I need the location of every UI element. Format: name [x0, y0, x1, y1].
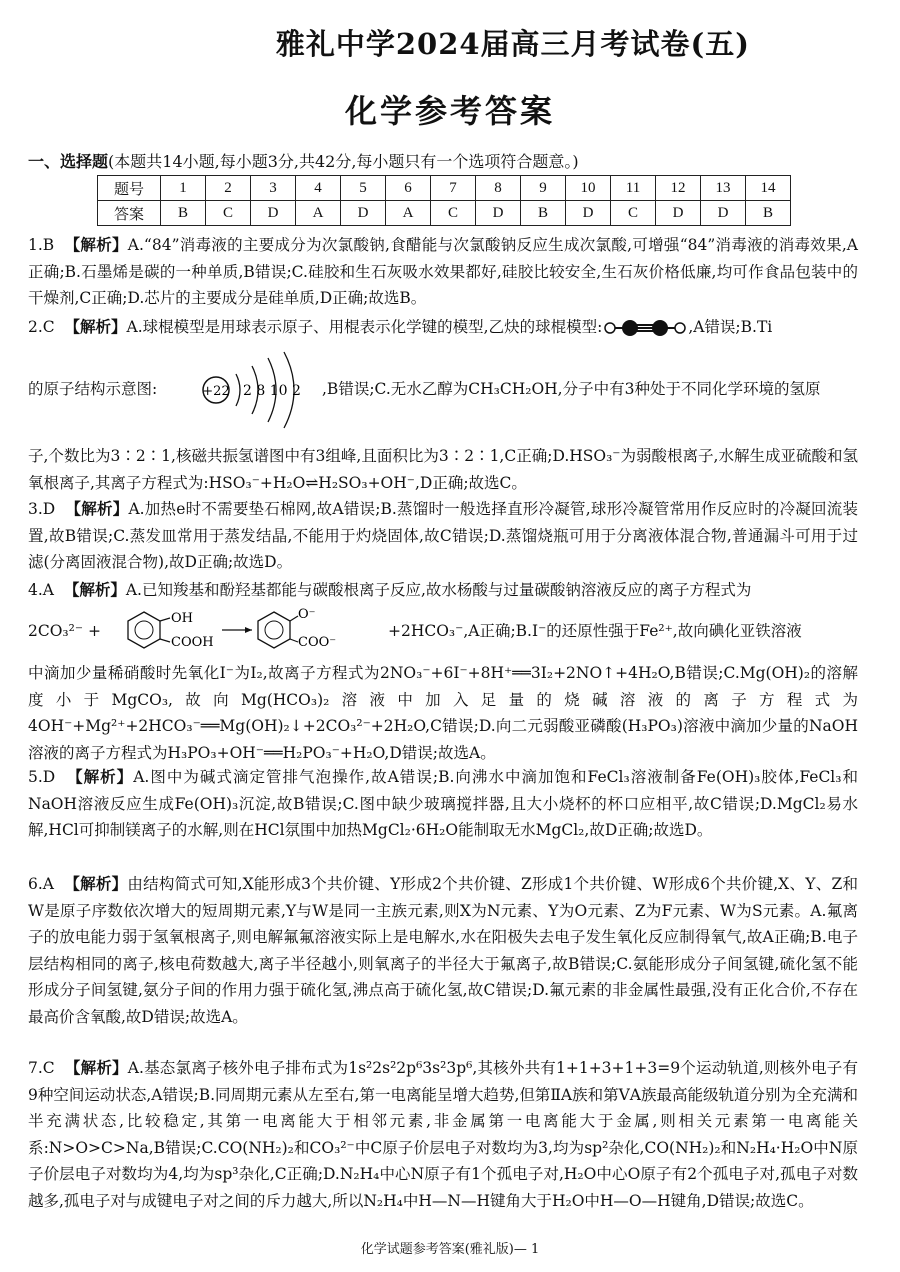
question-2-line3 [28, 443, 858, 496]
q2-text-c: 的原子结构示意图: [28, 380, 158, 398]
page-footer: 化学试题参考答案(雅礼版)— 1 [360, 1242, 540, 1257]
q7-number: 7.C [28, 1059, 55, 1077]
answer-table-row-numbers [98, 176, 791, 201]
question-3 [28, 496, 858, 576]
question-number-cell: 11 [611, 176, 656, 201]
answer-cell: B [521, 201, 566, 226]
question-number-cell: 5 [341, 176, 386, 201]
section-note: (本题共14小题,每小题3分,共42分,每小题只有一个选项符合题意。) [108, 152, 579, 171]
q3-tag: 【解析】 [65, 500, 129, 518]
answer-key-title: 化学参考答案 [344, 92, 555, 130]
answer-cell: D [656, 201, 701, 226]
q2-text-d: ,B错误;C.无水乙醇为CH₃CH₂OH,分子中有3种处于不同化学环境的氢原 [322, 380, 821, 398]
question-number-cell: 10 [566, 176, 611, 201]
q4-text-b: 中滴加少量稀硝酸时先氧化I⁻为I₂,故离子方程式为2NO₃⁻+6I⁻+8H⁺══3I₂+2NO↑+4H₂O,B错误;C.Mg(OH)₂的溶解度小于MgCO₃,故向Mg(HCO₃)₂溶液中加入足量的烧碱溶液的离子方程式为4OH⁻+Mg²⁺+2HCO₃⁻══Mg(OH)₂↓+2CO₃²⁻+2H₂O,C错误;D.向二元弱酸亚磷酸(H₃PO₃)溶液中滴加少量的NaOH溶液的离子方程式为H₃PO₃+OH⁻══H₂PO₃⁻+H₂O,D错误;故选A。 [28, 664, 858, 762]
q1-number: 1.B [28, 236, 55, 254]
oh-group-label: OH [171, 611, 193, 626]
question-2-line1 [28, 314, 858, 341]
q5-text: A.图中为碱式滴定管排气泡操作,故A错误;B.向沸水中滴加饱和FeCl₃溶液制备Fe(OH)₃胶体,FeCl₃和NaOH溶液反应生成Fe(OH)₃沉淀,故B错误;C.图中缺少玻璃搅拌器,且大小烧杯的杯口应相平,故C错误;D.MgCl₂易水解,HCl可抑制镁离子的水解,则在HCl氛围中加热MgCl₂·6H₂O能制取无水MgCl₂,故D正确;故选D。 [28, 768, 859, 839]
nucleus-charge: +22 [202, 384, 230, 399]
row-label-answer: 答案 [98, 201, 161, 226]
q1-text: A.“84”消毒液的主要成分为次氯酸钠,食醋能与次氯酸钠反应生成次氯酸,可增强“84”消毒液的消毒效果,A正确;B.石墨烯是碳的一种单质,B错误;C.硅胶和生石灰吸水效果都好,硅胶比较安全,生石灰价格低廉,均可作食品包装中的干燥剂,C正确;D.芯片的主要成分是硅单质,D正确;故选B。 [28, 236, 858, 307]
electron-shells: 2 8 10 2 [243, 383, 301, 399]
q6-text: 由结构简式可知,X能形成3个共价键、Y形成2个共价键、Z形成1个共价键、W形成6个共价键,X、Y、Z和W是原子序数依次增大的短周期元素,Y与W是同一主族元素,则X为N元素、Y为O元素、Z为F元素、W为S元素。A.氟离子的放电能力弱于氢氧根离子,则电解氟氟溶液实际上是电解水,水在阳极失去电子发生氧化反应制得氧气,故A正确;B.电子层结构相同的离子,核电荷数越大,离子半径越小,则氧离子的半径大于氟离子,故B错误;C.氨能形成分子间氢键,硫化氢不能形成分子间氢键,氨分子间的作用力强于硫化氢,沸点高于硫化氢,故C错误;D.氟元素的非金属性最强,没有正化合价,不存在最高价含氧酸,故D错误;故选A。 [28, 875, 858, 1026]
q6-tag: 【解析】 [64, 875, 128, 893]
answer-cell: B [161, 201, 206, 226]
answer-cell: D [251, 201, 296, 226]
q2-tag: 【解析】 [64, 318, 127, 336]
answer-table-row-answers [98, 201, 791, 226]
question-2-line2 [28, 348, 858, 428]
q6-number: 6.A [28, 875, 54, 893]
carboxylate-label: COO⁻ [298, 635, 337, 650]
answer-table [97, 175, 791, 226]
question-number-cell: 12 [656, 176, 701, 201]
question-number-cell: 2 [206, 176, 251, 201]
q4-number: 4.A [28, 581, 54, 599]
question-number-cell: 14 [746, 176, 791, 201]
question-number-cell: 1 [161, 176, 206, 201]
acetylene-ball-stick-model [602, 319, 688, 337]
question-number-cell: 13 [701, 176, 746, 201]
ti-atomic-structure-diagram [198, 348, 328, 432]
phenoxide-label: O⁻ [298, 607, 316, 622]
answer-cell: D [341, 201, 386, 226]
question-6 [28, 871, 858, 1030]
salicylic-acid-reaction-structures [124, 604, 337, 656]
q4-eq-left: 2CO₃²⁻ + [28, 622, 101, 640]
answer-cell: A [386, 201, 431, 226]
question-number-cell: 8 [476, 176, 521, 201]
answer-cell: D [476, 201, 521, 226]
row-label-number: 题号 [98, 176, 161, 201]
question-4-line1 [28, 577, 858, 604]
section-label: 一、选择题 [28, 152, 109, 171]
question-number-cell: 3 [251, 176, 296, 201]
answer-cell: C [206, 201, 251, 226]
section-heading [28, 149, 579, 172]
q4-eq-right: +2HCO₃⁻,A正确;B.I⁻的还原性强于Fe²⁺,故向碘化亚铁溶液 [388, 622, 802, 640]
question-number-cell: 4 [296, 176, 341, 201]
q2-text-e: 子,个数比为3∶2∶1,核磁共振氢谱图中有3组峰,且面积比为3∶2∶1,C正确;D.HSO₃⁻为弱酸根离子,水解生成亚硫酸和氢氧根离子,其离子方程式为:HSO₃⁻+H₂O⇌H₂SO₃+OH⁻,D正确;故选C。 [28, 447, 858, 492]
answer-cell: A [296, 201, 341, 226]
exam-title: 雅礼中学2024届高三月考试卷(五) [275, 27, 750, 61]
answer-cell: C [611, 201, 656, 226]
answer-cell: D [701, 201, 746, 226]
question-7 [28, 1055, 858, 1214]
q1-tag: 【解析】 [64, 236, 128, 254]
answer-cell: D [566, 201, 611, 226]
question-number-cell: 7 [431, 176, 476, 201]
question-number-cell: 6 [386, 176, 431, 201]
q2-number: 2.C [28, 318, 55, 336]
q4-text-a: A.已知羧基和酚羟基都能与碳酸根离子反应,故水杨酸与过量碳酸钠溶液反应的离子方程式为 [125, 581, 752, 599]
cooh-group-label: COOH [171, 635, 214, 650]
q3-number: 3.D [28, 500, 56, 518]
q7-tag: 【解析】 [64, 1059, 128, 1077]
q3-text: A.加热e时不需要垫石棉网,故A错误;B.蒸馏时一般选择直形冷凝管,球形冷凝管常用作反应时的冷凝回流装置,故B错误;C.蒸发皿常用于蒸发结晶,不能用于灼烧固体,故C错误;D.蒸馏烧瓶可用于分离液体混合物,普通漏斗可用于过滤(分离固液混合物),故D正确;故选D。 [28, 500, 858, 571]
question-1 [28, 232, 858, 312]
question-4-equation [28, 604, 858, 654]
q4-tag: 【解析】 [63, 581, 126, 599]
q2-text-b: ,A错误;B.Ti [688, 318, 773, 336]
q5-number: 5.D [28, 768, 56, 786]
q2-text-a: A.球棍模型是用球表示原子、用棍表示化学键的模型,乙炔的球棍模型: [126, 318, 603, 336]
question-4-rest [28, 660, 858, 766]
question-5 [28, 764, 858, 844]
answer-cell: C [431, 201, 476, 226]
answer-cell: B [746, 201, 791, 226]
q7-text: A.基态氯离子核外电子排布式为1s²2s²2p⁶3s²3p⁶,其核外共有1+1+3+1+3=9个运动轨道,则核外电子有9种空间运动状态,A错误;B.同周期元素从左至右,第一电离能呈增大趋势,但第ⅡA族和第ⅤA族最高能级轨道分别为全充满和半充满状态,比较稳定,其第一电离能大于相邻元素,非金属第一电离能大于金属,则相关元素第一电离能关系:N>O>C>Na,B错误;C.CO(NH₂)₂和CO₃²⁻中C原子价层电子对数均为3,均为sp²杂化,CO(NH₂)₂和N₂H₄·H₂O中N原子价层电子对数均为4,均为sp³杂化,C正确;D.N₂H₄中心N原子有1个孤电子对,H₂O中心O原子有2个孤电子对,孤电子对数越多,孤电子对与成键电子对之间的斥力越大,所以N₂H₄中H—N—H键角大于H₂O中H—O—H键角,D错误;故选C。 [28, 1059, 858, 1210]
question-number-cell: 9 [521, 176, 566, 201]
q5-tag: 【解析】 [67, 768, 134, 786]
